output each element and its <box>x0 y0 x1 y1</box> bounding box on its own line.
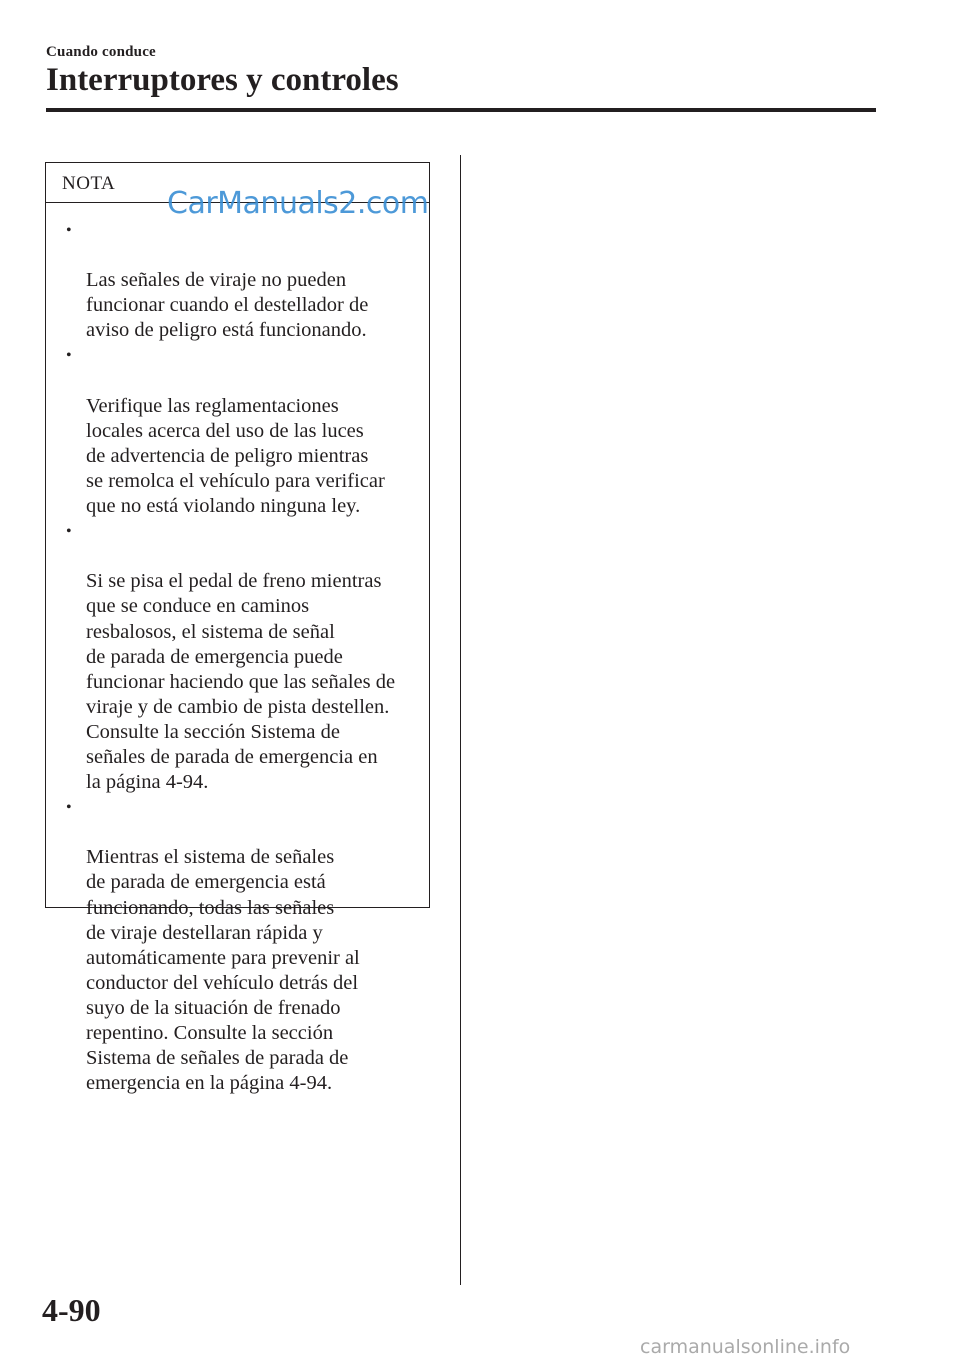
note-item <box>46 218 431 343</box>
note-box <box>45 162 430 1095</box>
note-item <box>46 343 431 519</box>
bullet-icon: • <box>66 222 72 239</box>
column-divider <box>460 155 461 1285</box>
note-item-text: Las señales de viraje no pueden funcionar cuando el destellador de aviso de peligro está funcionando. <box>86 269 369 342</box>
header-divider <box>46 108 876 112</box>
note-item-text: Verifique las reglamentaciones locales acerca del uso de las luces de advertencia de peligro mientras se remolca el vehículo para verificar que no está violando ninguna ley. <box>86 394 385 518</box>
note-heading: NOTA <box>62 173 116 194</box>
note-item-text: Mientras el sistema de señales de parada de emergencia está funcionando, todas las señales de viraje destellaran rápida y automáticamente para prevenir al conductor del vehículo detrás del suyo de la situación de frenado repentino. Consulte la sección Sistema de señales de parada de emergencia en la página 4-94. <box>86 846 360 1095</box>
page-number: 4-90 <box>42 1292 101 1328</box>
note-item-text: Si se pisa el pedal de freno mientras que se conduce en caminos resbalosos, el sistema de señal de parada de emergencia puede funcionar haciendo que las señales de viraje y de cambio de pista destellen. Consulte la sección Sistema de señales de parada de emergencia en la página 4-94. <box>86 570 396 794</box>
bullet-icon: • <box>66 347 72 365</box>
page-title: Interruptores y controles <box>46 62 399 98</box>
footer-watermark: carmanualsonline.info <box>640 1336 851 1358</box>
note-item <box>46 795 431 1096</box>
bullet-icon: • <box>66 799 72 817</box>
note-list <box>46 218 431 1096</box>
note-item <box>46 519 431 795</box>
watermark-link[interactable]: CarManuals2.com <box>167 186 429 221</box>
section-label: Cuando conduce <box>46 44 156 60</box>
bullet-icon: • <box>66 523 72 541</box>
